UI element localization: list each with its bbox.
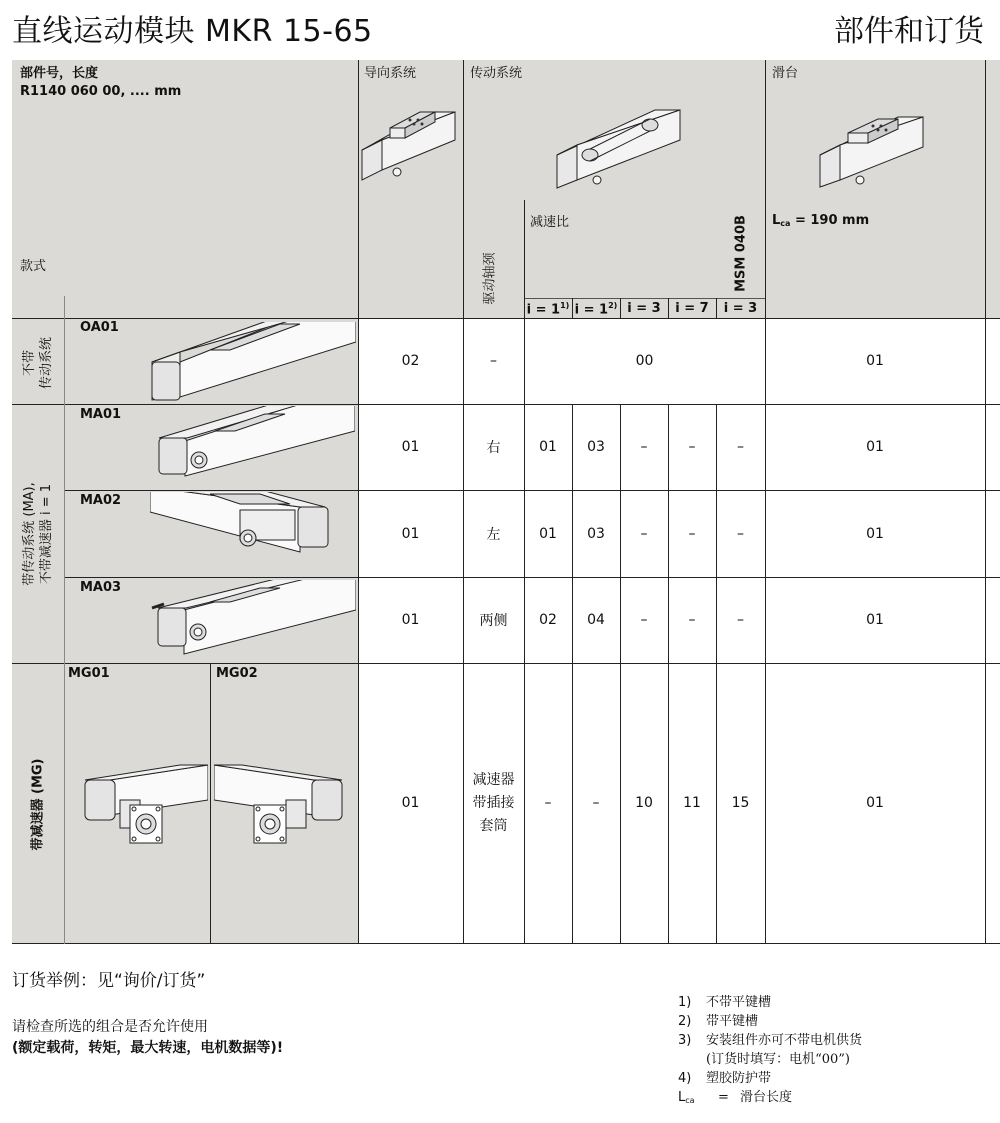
section-title: 部件和订货 xyxy=(834,14,984,49)
ma02-r3: – xyxy=(640,525,648,542)
grid-line xyxy=(524,298,765,299)
ma03-r1: 02 xyxy=(539,612,557,628)
ma03-illustration xyxy=(150,580,356,662)
ratio-header-4: i = 7 xyxy=(675,301,709,316)
oa01-illustration xyxy=(150,322,356,402)
ma01-carriage: 01 xyxy=(866,439,884,455)
ma02-r4: – xyxy=(688,525,696,542)
group-label-no-drive: 不带 传动系统 xyxy=(22,337,54,390)
guide-system-illustration xyxy=(360,100,460,185)
ratio-header-1: $i = 1^{1)}$ xyxy=(526,301,570,318)
reduction-ratio-header: 减速比 xyxy=(530,215,570,230)
grid-line xyxy=(64,296,65,944)
group-label-mg: 带减速器 (MG) xyxy=(30,758,46,851)
drive-system-illustration xyxy=(555,100,685,190)
row-code-ma02: MA02 xyxy=(80,493,122,508)
mg-r3: 10 xyxy=(635,795,653,811)
footnotes xyxy=(678,993,862,1110)
ma02-carriage: 01 xyxy=(866,525,884,542)
oa01-ratio: 00 xyxy=(635,353,654,369)
ma02-r2: 03 xyxy=(587,525,605,542)
ma03-r3: – xyxy=(640,612,648,628)
row-code-mg02: MG02 xyxy=(216,666,258,681)
mg-r1: – xyxy=(544,795,552,811)
ma01-journal: 右 xyxy=(486,440,501,456)
carriage-header: 滑台 xyxy=(772,66,799,81)
header-extra-bg xyxy=(986,60,1000,318)
ma03-r5: – xyxy=(737,612,744,628)
drive-system-header: 传动系统 xyxy=(470,66,523,81)
grid-line xyxy=(12,943,1000,944)
ma02-r5: – xyxy=(737,525,744,542)
lca-header xyxy=(772,213,869,228)
ma03-r4: – xyxy=(688,612,696,628)
ma03-guide: 01 xyxy=(401,612,420,628)
check-note-2: (额定载荷，转矩，最大转速，电机数据等)! xyxy=(12,1040,284,1056)
ma01-r1: 01 xyxy=(539,439,557,455)
footnote: 1) 不带平键槽 xyxy=(678,995,772,1010)
oa01-guide: 02 xyxy=(401,353,420,369)
mg-r2: – xyxy=(592,795,600,811)
grid-line xyxy=(210,663,211,944)
ma02-r1: 01 xyxy=(539,525,557,542)
grid-line xyxy=(985,60,986,944)
ma03-journal: 两侧 xyxy=(479,613,508,629)
mg01-illustration xyxy=(80,760,208,850)
ratio-header-3: i = 3 xyxy=(627,301,661,316)
ma01-illustration xyxy=(155,406,355,486)
mg-r4: 11 xyxy=(683,795,701,811)
footnote: 4) 塑胶防护带 xyxy=(678,1071,772,1086)
ma01-r2: 03 xyxy=(587,439,605,455)
row-code-ma03: MA03 xyxy=(80,580,122,595)
row-code-ma01: MA01 xyxy=(80,407,122,422)
footnote: 2) 带平键槽 xyxy=(678,1014,759,1029)
oa01-carriage: 01 xyxy=(866,353,884,369)
row-code-oa01: OA01 xyxy=(80,320,119,335)
ma02-journal: 左 xyxy=(486,526,501,543)
drive-journal-header: 驱动轴颈 xyxy=(482,252,498,305)
lca-value: = 190 mm xyxy=(790,213,870,228)
check-note-1: 请检查所选的组合是否允许使用 xyxy=(12,1019,208,1035)
mg-r5: 15 xyxy=(731,795,750,811)
ma01-r4: – xyxy=(688,439,696,455)
lca-subscript: ca xyxy=(780,219,791,228)
header-guide-bg xyxy=(358,60,463,318)
mg02-illustration xyxy=(214,760,356,850)
ratio-header-5: i = 3 xyxy=(723,301,758,316)
ma03-r2: 04 xyxy=(587,612,605,628)
part-number: R1140 060 00, .... mm xyxy=(20,84,182,99)
ma01-r3: – xyxy=(640,439,648,455)
ma01-guide: 01 xyxy=(401,439,420,455)
mg-carriage: 01 xyxy=(866,795,884,811)
ma03-carriage: 01 xyxy=(866,612,884,628)
ma01-r5: – xyxy=(737,439,744,455)
guide-system-header: 导向系统 xyxy=(364,66,417,81)
row-code-mg01: MG01 xyxy=(68,666,110,681)
mg-guide: 01 xyxy=(401,795,420,811)
lca-symbol: L xyxy=(772,213,781,228)
style-label: 款式 xyxy=(20,259,47,274)
footnote: (订货时填写：电机“00”) xyxy=(706,1052,850,1067)
ratio-header-2: $i = 1^{2)}$ xyxy=(574,301,618,318)
oa01-journal: – xyxy=(490,353,497,369)
ma02-illustration xyxy=(150,492,356,576)
ma02-guide: 01 xyxy=(401,525,420,542)
lca-footnote: $L_{ca}$ = 滑台长度 xyxy=(678,1090,793,1105)
part-number-label: 部件号，长度 xyxy=(20,66,99,81)
footnote: 3) 安装组件亦可不带电机供货 xyxy=(678,1033,863,1048)
carriage-illustration xyxy=(818,105,928,190)
group-label-ma: 带传动系统 (MA), 不带减速器 i = 1 xyxy=(22,482,54,586)
order-example: 订货举例：见“询价/订货” xyxy=(12,971,206,991)
motor-header: MSM 040B xyxy=(733,215,749,292)
mg-journal: 减速器 带插接 套筒 xyxy=(472,771,515,834)
page-title: 直线运动模块 MKR 15-65 xyxy=(12,14,373,49)
